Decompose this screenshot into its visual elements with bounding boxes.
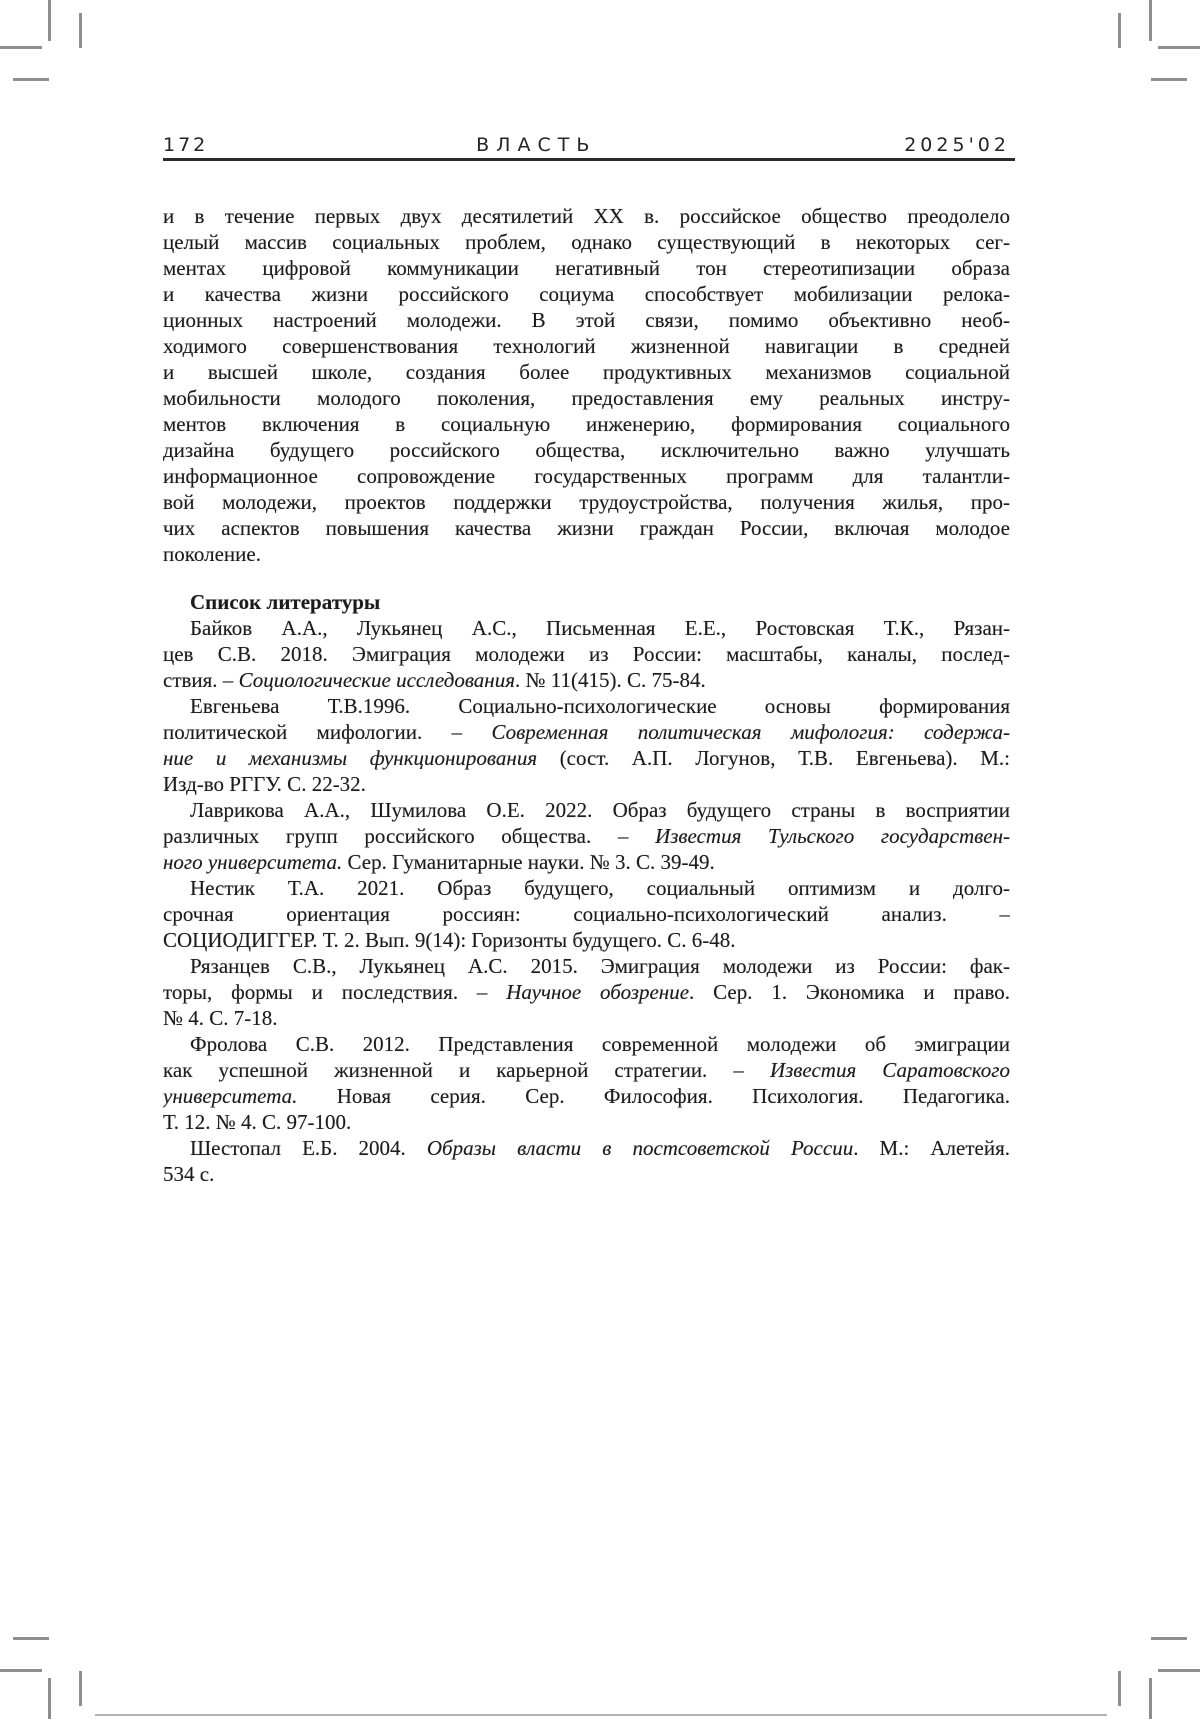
page-header xyxy=(163,134,1010,156)
reference-title-italic: ного университета. xyxy=(163,850,343,874)
text-segment: дизайна будущего российского общества, исключительно важно улучшать xyxy=(163,438,1010,462)
body-text-line xyxy=(163,359,1010,385)
body-text-line xyxy=(163,437,1010,463)
crop-mark-top-left-horizontal-2 xyxy=(13,78,49,81)
reference-line xyxy=(163,1109,1010,1135)
text-segment: политической мифологии. – xyxy=(163,720,492,744)
reference-entry xyxy=(163,693,1010,797)
crop-mark-bottom-left-horizontal-2 xyxy=(13,1637,49,1640)
reference-entry xyxy=(163,1135,1010,1187)
body-text-line xyxy=(163,411,1010,437)
body-text-line xyxy=(163,307,1010,333)
reference-line xyxy=(163,1083,1010,1109)
reference-line xyxy=(163,771,1010,797)
text-segment: и качества жизни российского социума способствует мобилизации релока- xyxy=(163,282,1010,306)
reference-title-italic: Социологические исследования xyxy=(238,668,515,692)
crop-mark-top-right-horizontal-1 xyxy=(1158,46,1200,49)
text-segment: торы, формы и последствия. – xyxy=(163,980,507,1004)
text-segment: Рязанцев С.В., Лукьянец А.С. 2015. Эмиграция молодежи из России: фак- xyxy=(190,954,1010,978)
reference-line xyxy=(163,1057,1010,1083)
text-segment: целый массив социальных проблем, однако существующий в некоторых сег- xyxy=(163,230,1010,254)
text-segment: цев С.В. 2018. Эмиграция молодежи из России: масштабы, каналы, послед- xyxy=(163,642,1010,666)
text-segment: СОЦИОДИГГЕР. Т. 2. Вып. 9(14): Горизонты будущего. С. 6-48. xyxy=(163,928,736,952)
crop-mark-bottom-right-horizontal-1 xyxy=(1158,1669,1200,1672)
text-segment: . № 11(415). С. 75-84. xyxy=(514,668,706,692)
text-segment: ментах цифровой коммуникации негативный тон стереотипизации образа xyxy=(163,256,1010,280)
reference-line xyxy=(163,641,1010,667)
body-paragraph xyxy=(163,203,1010,567)
reference-line xyxy=(163,1161,1010,1187)
references-heading: Список литературы xyxy=(190,590,381,614)
crop-mark-bottom-left-vertical-1 xyxy=(48,1678,51,1719)
reference-title-italic: Известия Тульского государствен- xyxy=(655,824,1010,848)
text-segment: (сост. А.П. Логунов, Т.В. Евгеньева). М.: xyxy=(537,746,1010,770)
article-text xyxy=(163,203,1010,1187)
text-segment: ствия. – xyxy=(163,668,239,692)
text-segment: срочная ориентация россиян: социально-психологический анализ. – xyxy=(163,902,1010,926)
header-rule xyxy=(163,158,1015,161)
body-text-line xyxy=(163,541,1010,567)
text-segment: Лаврикова А.А., Шумилова О.Е. 2022. Образ будущего страны в восприятии xyxy=(190,798,1010,822)
text-segment: Нестик Т.А. 2021. Образ будущего, социальный оптимизм и долго- xyxy=(190,876,1010,900)
reference-line xyxy=(163,745,1010,771)
reference-title-italic: Известия Саратовского xyxy=(769,1058,1010,1082)
reference-title-italic: Научное обозрение xyxy=(506,980,690,1004)
reference-title-italic: университета. xyxy=(163,1084,298,1108)
reference-line xyxy=(163,1005,1010,1031)
reference-line xyxy=(163,979,1010,1005)
reference-entry xyxy=(163,615,1010,693)
reference-title-italic: Образы власти в постсоветской России xyxy=(426,1136,854,1160)
crop-mark-top-right-vertical-2 xyxy=(1118,13,1121,48)
crop-mark-top-right-vertical-1 xyxy=(1149,0,1152,41)
text-segment: как успешной жизненной и карьерной стратегии. – xyxy=(163,1058,770,1082)
text-segment: Т. 12. № 4. С. 97-100. xyxy=(163,1110,352,1134)
references-list xyxy=(163,615,1010,1187)
text-segment: чих аспектов повышения качества жизни граждан России, включая молодое xyxy=(163,516,1010,540)
reference-title-italic: ние и механизмы функционирования xyxy=(163,746,538,770)
crop-mark-top-left-vertical-1 xyxy=(48,0,51,41)
text-segment: Шестопал Е.Б. 2004. xyxy=(190,1136,427,1160)
reference-line xyxy=(163,927,1010,953)
body-text-line xyxy=(163,281,1010,307)
text-segment: вой молодежи, проектов поддержки трудоустройства, получения жилья, про- xyxy=(163,490,1010,514)
reference-title-italic: Современная политическая мифология: содержа- xyxy=(491,720,1010,744)
reference-entry xyxy=(163,875,1010,953)
text-segment: . М.: Алетейя. xyxy=(853,1136,1010,1160)
text-segment: № 4. С. 7-18. xyxy=(163,1006,278,1030)
crop-mark-bottom-right-vertical-2 xyxy=(1118,1671,1121,1706)
text-segment: информационное сопровождение государственных программ для талантли- xyxy=(163,464,1010,488)
reference-line xyxy=(163,615,1010,641)
body-text-line xyxy=(163,203,1010,229)
text-segment: Фролова С.В. 2012. Представления современной молодежи об эмиграции xyxy=(190,1032,1010,1056)
reference-entry xyxy=(163,953,1010,1031)
body-text-line xyxy=(163,255,1010,281)
reference-line xyxy=(163,875,1010,901)
reference-line xyxy=(163,1135,1010,1161)
text-segment: и в течение первых двух десятилетий XX в. российское общество преодолело xyxy=(163,204,1010,228)
reference-line xyxy=(163,693,1010,719)
text-segment: Новая серия. Сер. Философия. Психология. Педагогика. xyxy=(297,1084,1010,1108)
body-text-line xyxy=(163,489,1010,515)
reference-line xyxy=(163,901,1010,927)
crop-mark-top-left-vertical-2 xyxy=(79,13,82,48)
crop-mark-bottom-left-vertical-2 xyxy=(79,1671,82,1706)
crop-mark-top-right-horizontal-2 xyxy=(1151,78,1187,81)
page-bottom-line xyxy=(95,1714,1107,1716)
reference-line xyxy=(163,719,1010,745)
body-text-line xyxy=(163,515,1010,541)
text-segment: Изд-во РГГУ. С. 22-32. xyxy=(163,772,366,796)
body-text-line xyxy=(163,385,1010,411)
text-segment: и высшей школе, создания более продуктивных механизмов социальной xyxy=(163,360,1010,384)
reference-line xyxy=(163,667,1010,693)
crop-mark-bottom-right-horizontal-2 xyxy=(1151,1637,1187,1640)
page-number: 172 xyxy=(163,134,209,156)
crop-mark-bottom-left-horizontal-1 xyxy=(0,1669,42,1672)
reference-line xyxy=(163,1031,1010,1057)
body-text-line xyxy=(163,333,1010,359)
body-text-line xyxy=(163,463,1010,489)
body-text-line xyxy=(163,229,1010,255)
text-segment: поколение. xyxy=(163,542,261,566)
text-segment: Байков А.А., Лукьянец А.С., Письменная Е.Е., Ростовская Т.К., Рязан- xyxy=(190,616,1010,640)
crop-mark-bottom-right-vertical-1 xyxy=(1149,1678,1152,1719)
text-segment: различных групп российского общества. – xyxy=(163,824,656,848)
text-segment: ционных настроений молодежи. В этой связи, помимо объективно необ- xyxy=(163,308,1010,332)
journal-title: ВЛАСТЬ xyxy=(476,134,597,156)
text-segment: ходимого совершенствования технологий жизненной навигации в средней xyxy=(163,334,1010,358)
issue-label: 2025'02 xyxy=(904,134,1010,156)
text-segment: ментов включения в социальную инженерию, формирования социального xyxy=(163,412,1010,436)
text-segment: Сер. Гуманитарные науки. № 3. С. 39-49. xyxy=(342,850,715,874)
crop-mark-top-left-horizontal-1 xyxy=(0,46,42,49)
reference-line xyxy=(163,953,1010,979)
reference-line xyxy=(163,823,1010,849)
reference-entry xyxy=(163,1031,1010,1135)
reference-line xyxy=(163,849,1010,875)
text-segment: Евгеньева Т.В.1996. Социально-психологические основы формирования xyxy=(190,694,1010,718)
text-segment: мобильности молодого поколения, предоставления ему реальных инстру- xyxy=(163,386,1010,410)
text-segment: . Сер. 1. Экономика и право. xyxy=(689,980,1010,1004)
reference-entry xyxy=(163,797,1010,875)
text-segment: 534 с. xyxy=(163,1162,215,1186)
reference-line xyxy=(163,797,1010,823)
